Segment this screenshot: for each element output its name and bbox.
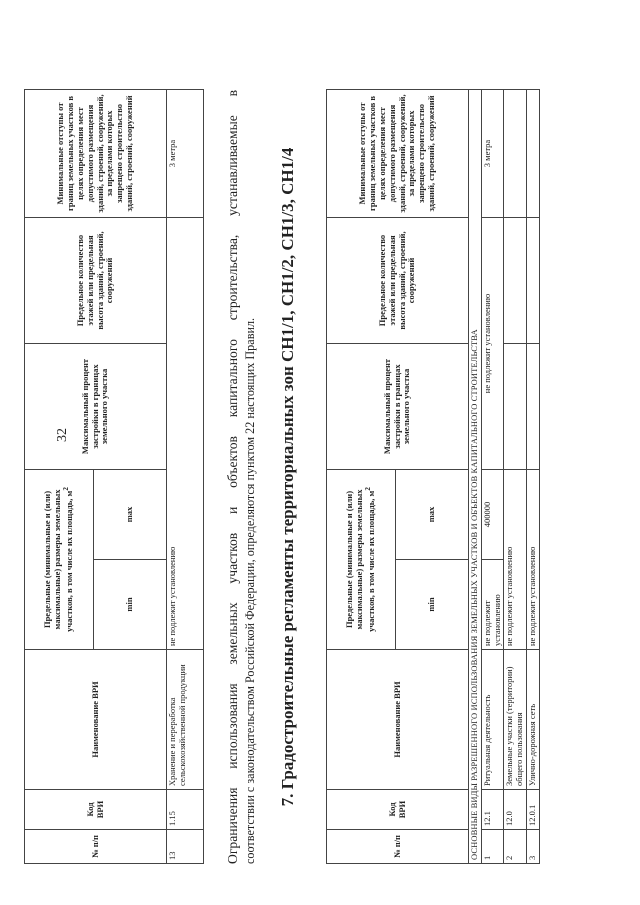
- paragraph-line-2: соответствии с законодательством Российской Федерации, определяются пунктом 22 настоящих Правил.: [243, 317, 258, 864]
- header-max: max: [94, 470, 167, 560]
- row-min: не подлежит установлению: [481, 560, 504, 650]
- row-code: 12.1: [481, 790, 504, 830]
- header-num: № п/п: [25, 830, 167, 864]
- table-row: [526, 90, 539, 864]
- row-empty-cell: [504, 218, 527, 344]
- header-min: min: [94, 560, 167, 650]
- header-floors: Предельное количество этажей или предельная высота зданий, строений, сооружений: [25, 218, 167, 344]
- row-size-text: не подлежит установлению: [526, 470, 539, 650]
- row-name: Хранение и переработка сельскохозяйственной продукции: [167, 650, 204, 790]
- section-title: 7. Градостроительные регламенты территориальных зон СН1/1, СН1/2, СН1/3, СН1/4: [278, 147, 297, 807]
- row-code: 12.0: [504, 790, 527, 830]
- row-num: 1: [481, 830, 504, 864]
- table-row: [481, 90, 504, 864]
- row-empty-cell: [526, 218, 539, 344]
- header-max: max: [396, 470, 469, 560]
- row-num: 13: [167, 830, 204, 864]
- row-name: Ритуальная деятельность: [481, 650, 504, 790]
- header-name: Наименование ВРИ: [25, 650, 167, 790]
- row-empty-cell: [526, 344, 539, 470]
- row-size-text: не подлежит установлению: [167, 218, 204, 650]
- header-setback: Минимальные отступы от границ земельных участков в целях определения мест допустимого размещения зданий, строений, сооружений, за пределами которых запрещено строительство зданий, строений, сооружений: [25, 90, 167, 218]
- row-num: 3: [526, 830, 539, 864]
- header-percent: Максимальный процент застройки в границах земельного участка: [25, 344, 167, 470]
- page-number: 32: [55, 428, 70, 442]
- table-row: [167, 90, 204, 864]
- group-title-row: ОСНОВНЫЕ ВИДЫ РАЗРЕШЕННОГО ИСПОЛЬЗОВАНИЯ ЗЕМЕЛЬНЫХ УЧАСТКОВ И ОБЪЕКТОВ КАПИТАЛЬНОГО СТРОИТЕЛЬСТВА: [469, 90, 482, 864]
- row-setback: 3 метра: [167, 90, 204, 218]
- row-empty-cell: [504, 344, 527, 470]
- row-size-text: не подлежит установлению: [504, 470, 527, 650]
- row-empty-cell: [504, 90, 527, 218]
- row-setback: 3 метра: [481, 90, 504, 218]
- table-row: [504, 90, 527, 864]
- header-code: Код ВРИ: [327, 790, 469, 830]
- header-size-group: Предельные (минимальные и (или) максимальные) размеры земельных участков, в том числе их площадь, $м^2$: [327, 470, 396, 650]
- paragraph-line-1: Ограничения использования земельных участков и объектов капитального строительства, устанавливаемые в: [225, 90, 240, 864]
- row-empty-cell: [526, 90, 539, 218]
- row-name: Земельные участки (территории) общего пользования: [504, 650, 527, 790]
- header-size-group: Предельные (минимальные и (или) максимальные) размеры земельных участков, в том числе их площадь, $м^2$: [25, 470, 94, 650]
- row-max: 400000: [481, 470, 504, 560]
- row-rest-text: не подлежит установлению: [481, 218, 504, 470]
- header-num: № п/п: [327, 830, 469, 864]
- row-num: 2: [504, 830, 527, 864]
- header-min: min: [396, 560, 469, 650]
- header-percent: Максимальный процент застройки в границах земельного участка: [327, 344, 469, 470]
- row-name: Улично-дорожная сеть: [526, 650, 539, 790]
- row-code: 12.0.1: [526, 790, 539, 830]
- regulations-table: [326, 89, 540, 864]
- header-name: Наименование ВРИ: [327, 650, 469, 790]
- header-code: Код ВРИ: [25, 790, 167, 830]
- restrictions-paragraph: [223, 90, 259, 864]
- header-floors: Предельное количество этажей или предельная высота зданий, строений, сооружений: [327, 218, 469, 344]
- table-continuation: [24, 89, 204, 864]
- rotated-page-content: [22, 66, 570, 886]
- header-setback: Минимальные отступы от границ земельных участков в целях определения мест допустимого размещения зданий, строений, сооружений, за пределами которых запрещено строительство зданий, строений, сооружений: [327, 90, 469, 218]
- row-code: 1.15: [167, 790, 204, 830]
